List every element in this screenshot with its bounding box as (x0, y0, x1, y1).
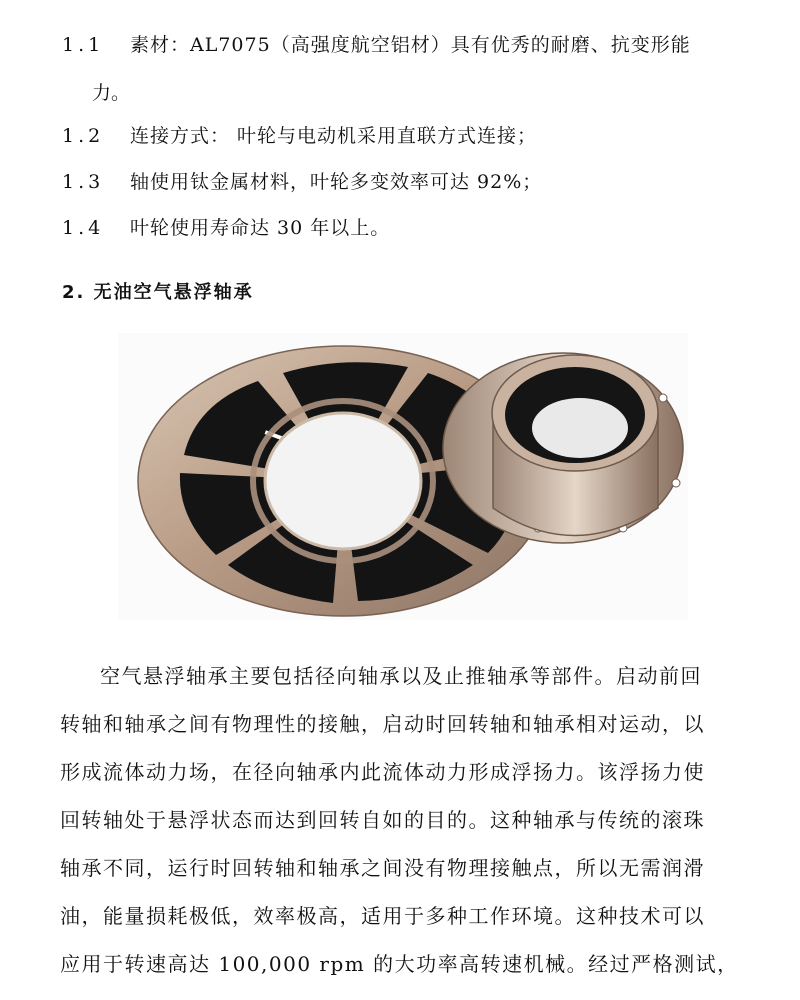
body-paragraph-line: 轴承不同，运行时回转轴和轴承之间没有物理接触点，所以无需润滑 (60, 856, 705, 880)
item-number: 1.2 (62, 125, 105, 147)
list-item-1-1 (62, 30, 691, 57)
item-number: 1.3 (62, 171, 105, 193)
item-text: 叶轮使用寿命达 30 年以上。 (130, 217, 391, 239)
list-item-1-4 (62, 213, 390, 240)
body-paragraph-line: 油，能量损耗极低，效率极高，适用于多种工作环境。这种技术可以 (60, 904, 705, 928)
item-text: 素材：AL7075（高强度航空铝材）具有优秀的耐磨、抗变形能 (130, 34, 691, 56)
item-number: 1.1 (62, 34, 105, 56)
air-bearing-photo (118, 333, 688, 620)
item-text: 轴使用钛金属材料，叶轮多变效率可达 92%； (130, 171, 543, 193)
body-paragraph-line: 形成流体动力场，在径向轴承内此流体动力形成浮扬力。该浮扬力使 (60, 760, 705, 784)
section-heading: 2. 无油空气悬浮轴承 (62, 282, 254, 303)
list-item-1-3 (62, 167, 542, 194)
body-paragraph-line: 空气悬浮轴承主要包括径向轴承以及止推轴承等部件。启动前回 (100, 664, 702, 688)
body-paragraph-line: 回转轴处于悬浮状态而达到回转自如的目的。这种轴承与传统的滚珠 (60, 808, 705, 832)
body-paragraph-line: 应用于转速高达 100,000 rpm 的大功率高转速机械。经过严格测试， (60, 952, 739, 976)
body-paragraph-line: 转轴和轴承之间有物理性的接触，启动时回转轴和轴承相对运动，以 (60, 712, 705, 736)
item-text: 连接方式： 叶轮与电动机采用直联方式连接； (130, 125, 538, 147)
list-item-1-2 (62, 121, 537, 148)
item-number: 1.4 (62, 217, 105, 239)
item-continuation: 力。 (92, 82, 131, 104)
